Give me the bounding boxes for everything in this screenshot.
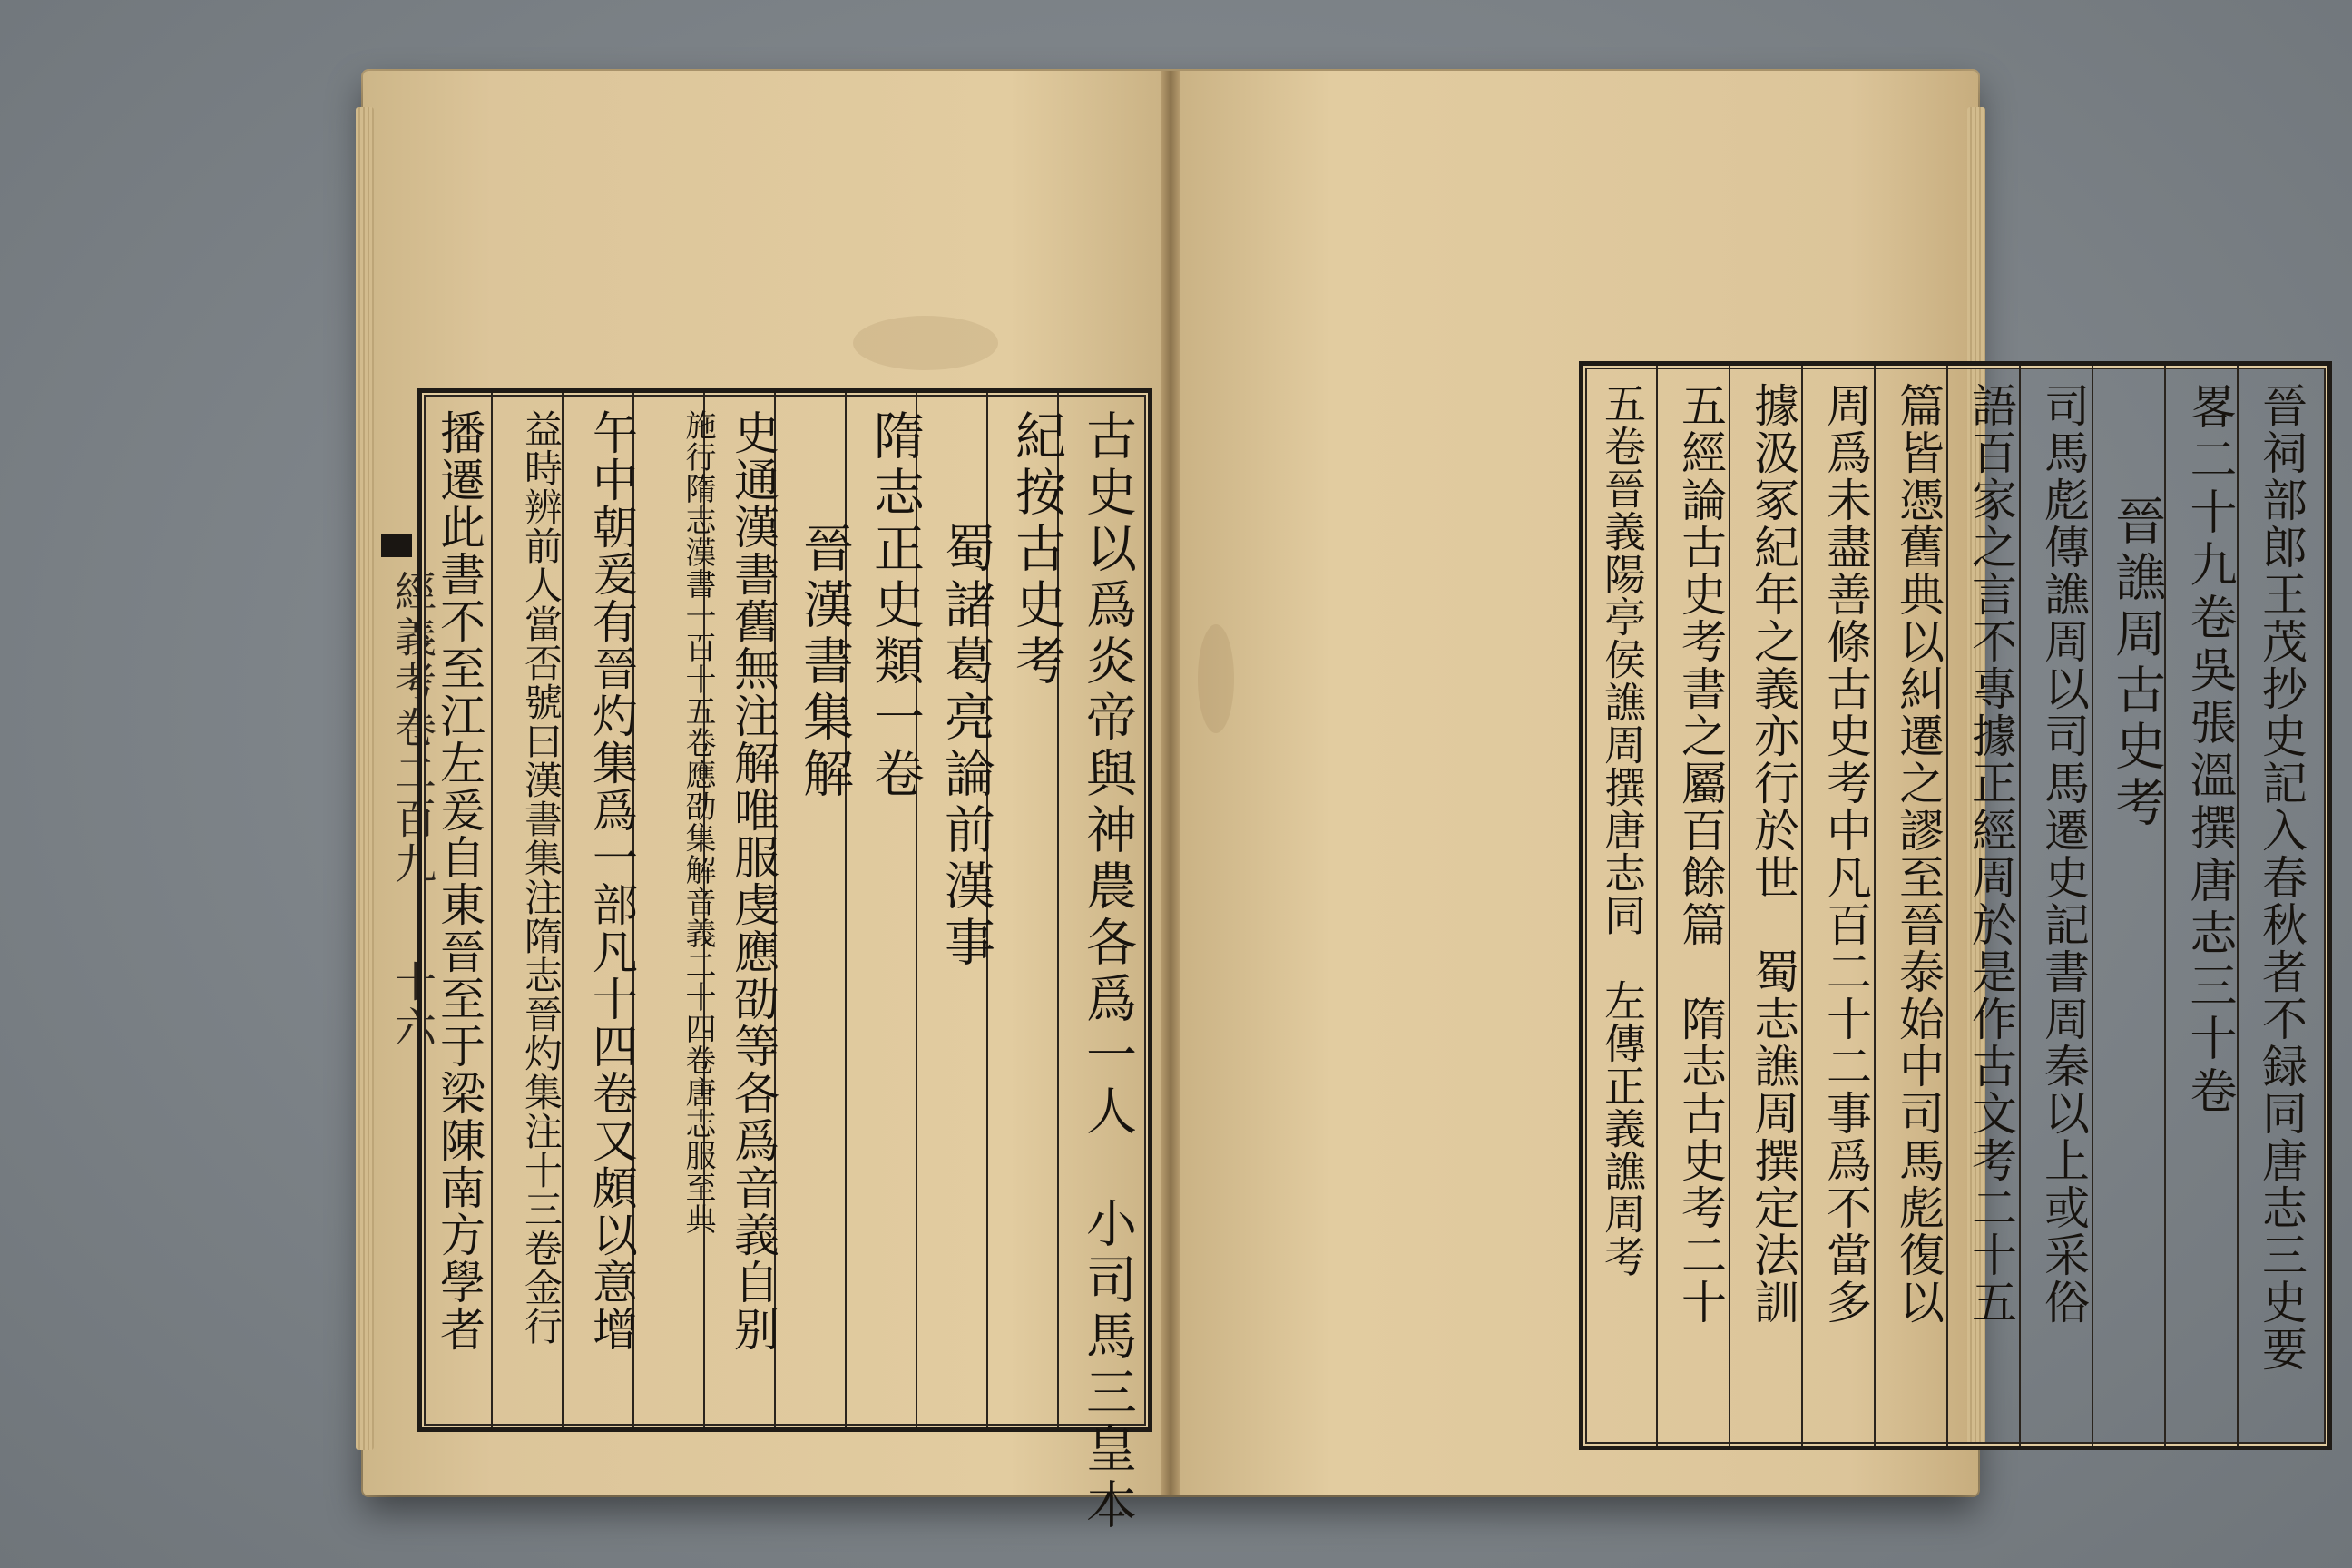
text-column: 蜀諸葛亮論前漢事 <box>936 409 995 972</box>
open-book <box>363 71 2308 1534</box>
text-column: 語百家之言不專據正經周於是作古文考二十五 <box>1965 382 2017 1326</box>
text-column: 隋志正史類一卷 <box>866 409 925 803</box>
text-column: 施行隋志漢書一百十五卷應劭集解音義二十四卷唐志服至典 <box>680 409 716 1235</box>
text-column: 五卷晉義陽亭侯譙周撰唐志同 左傳正義譙周考 <box>1598 382 1647 1278</box>
text-column: 紀按古史考 <box>1007 409 1066 691</box>
text-column: 據汲冢紀年之義亦行於世 蜀志譙周撰定法訓 <box>1747 382 1799 1326</box>
text-column: 晉祠部郎王茂抄史記入春秋者不録同唐志三史要 <box>2255 382 2308 1373</box>
text-column: 司馬彪傳譙周以司馬遷史記書周秦以上或采俗 <box>2037 382 2090 1326</box>
text-column: 畧二十九卷吳張溫撰唐志三十卷 <box>2181 382 2236 1119</box>
text-column: 古史以爲炎帝與神農各爲一人 小司馬三皇本 <box>1078 409 1137 1534</box>
text-column: 午中朝爰有晉灼集爲一部凡十四卷又頗以意增 <box>585 409 638 1353</box>
paper-stain <box>853 316 998 370</box>
right-page <box>1180 171 2308 1477</box>
text-column: 史通漢書舊無注解唯服虔應劭等各爲音義自别 <box>727 409 779 1353</box>
text-column: 篇皆憑舊典以糾遷之謬至晉泰始中司馬彪復以 <box>1892 382 1945 1326</box>
book-spine <box>1161 71 1180 1495</box>
text-column: 晉漢書集解 <box>795 409 854 803</box>
fish-tail-mark <box>381 534 412 557</box>
left-page-frame <box>417 388 1152 1534</box>
column-rule <box>1656 366 1658 1446</box>
text-column: 益時辨前人當否號曰漢書集注隋志晉灼集注十三卷金行 <box>519 409 564 1346</box>
paper-stain <box>1198 624 1234 733</box>
text-column: 播遷此書不至江左爰自東晉至于梁陳南方學者 <box>433 409 485 1353</box>
page-edges-left <box>356 107 374 1450</box>
margin-folio-number: 十六 <box>388 960 437 1051</box>
text-column: 周爲未盡善條古史考中凡百二十二事爲不當多 <box>1819 382 1872 1326</box>
text-column: 五經論古史考書之屬百餘篇 隋志古史考二十 <box>1674 382 1727 1326</box>
left-page <box>381 171 1161 1534</box>
right-page-frame <box>1579 361 2332 1450</box>
text-column: 晉譙周古史考 <box>2107 382 2166 832</box>
margin-book-title: 經義考卷二百九 <box>388 570 437 887</box>
